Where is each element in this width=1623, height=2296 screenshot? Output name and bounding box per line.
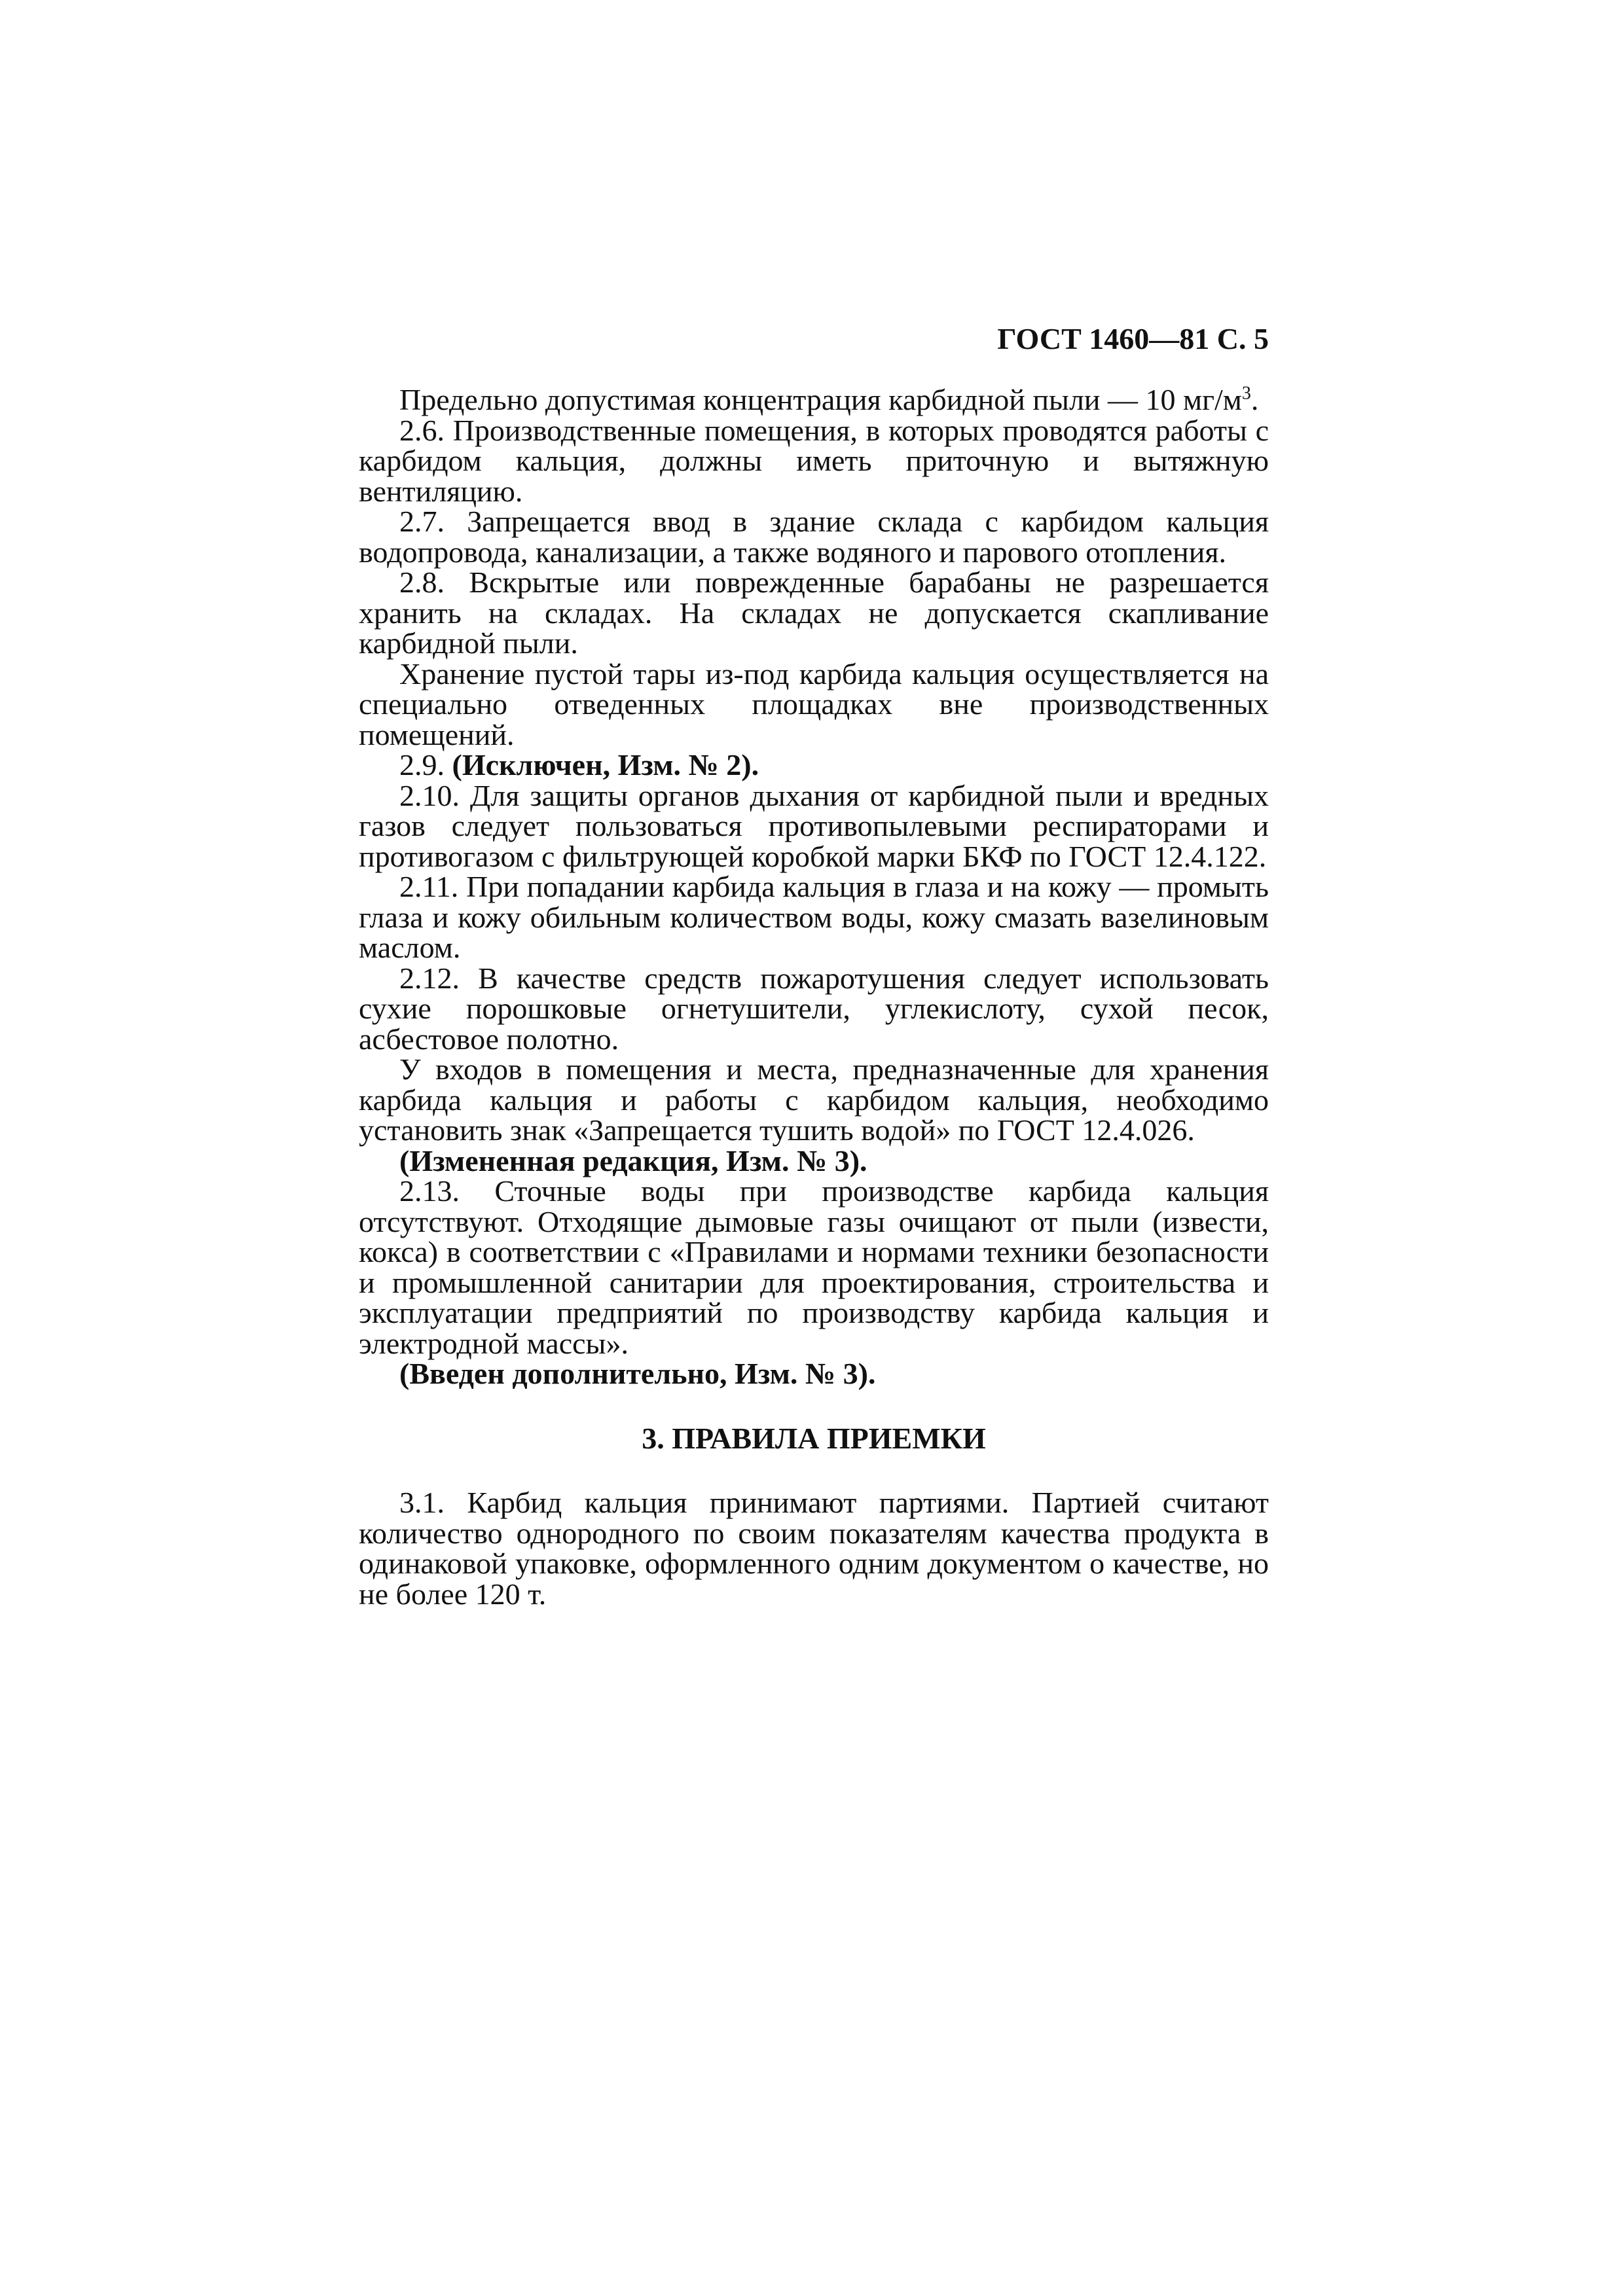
amendment-note-changed: (Измененная редакция, Изм. № 3).	[399, 1143, 867, 1177]
paragraph-2-11: 2.11. При попадании карбида кальция в глаза и на кожу — промыть глаза и кожу обильным количеством воды, кожу смазать вазелиновым маслом.	[359, 870, 1269, 964]
paragraph-warning-sign: У входов в помещения и места, предназначенные для хранения карбида кальция и работы с карбидом кальция, необходимо установить знак «Запрещается тушить водой» по ГОСТ 12.4.026.	[359, 1052, 1269, 1147]
paragraph-2-10: 2.10. Для защиты органов дыхания от карбидной пыли и вредных газов следует пользоваться противопылевыми респираторами и противогазом с фильтрующей коробкой марки БКФ по ГОСТ 12.4.122.	[359, 778, 1269, 873]
paragraph-2-8: 2.8. Вскрытые или поврежденные барабаны не разрешается хранить на складах. На складах не допускается скапливание карбидной пыли.	[359, 565, 1269, 660]
paragraph-2-9	[359, 750, 1269, 781]
amendment-note-added: (Введен дополнительно, Изм. № 3).	[399, 1357, 876, 1390]
paragraph-dust-concentration	[359, 385, 1269, 416]
unit-exponent: 3	[1241, 383, 1251, 404]
paragraph-2-9-number: 2.9.	[399, 748, 452, 781]
page-header	[359, 319, 1269, 359]
section-3-title: 3. ПРАВИЛА ПРИЕМКИ	[642, 1421, 986, 1455]
paragraph-2-7: 2.7. Запрещается ввод в здание склада с карбидом кальция водопровода, канализации, а также водяного и парового отопления.	[359, 505, 1269, 569]
document-id-page-number: ГОСТ 1460—81 С. 5	[997, 322, 1269, 355]
paragraph-empty-container-storage: Хранение пустой тары из-под карбида кальция осуществляется на специально отведенных площадках вне производственных помещений.	[359, 656, 1269, 751]
paragraph-2-6: 2.6. Производственные помещения, в которых проводятся работы с карбидом кальция, должны иметь приточную и вытяжную вентиляцию.	[359, 413, 1269, 508]
dust-concentration-text: Предельно допустимая концентрация карбидной пыли — 10 мг/м	[399, 383, 1242, 416]
paragraph-2-13: 2.13. Сточные воды при производстве карбида кальция отсутствуют. Отходящие дымовые газы очищают от пыли (извести, кокса) в соответствии с «Правилами и нормами техники безопасности и промышленной санитарии для проектирования, строительства и эксплуатации предприятий по производству карбида кальция и электродной массы».	[359, 1174, 1269, 1360]
paragraph-3-1: 3.1. Карбид кальция принимают партиями. Партией считают количество однородного по своим показателям качества продукта в одинаковой упаковке, оформленного одним документом о качестве, но не более 120 т.	[359, 1486, 1269, 1611]
document-body	[359, 385, 1269, 1609]
paragraph-2-12: 2.12. В качестве средств пожаротушения следует использовать сухие порошковые огнетушители, углекислоту, сухой песок, асбестовое полотно.	[359, 961, 1269, 1056]
dust-concentration-period: .	[1250, 383, 1259, 416]
paragraph-2-9-excluded-note: (Исключен, Изм. № 2).	[452, 748, 759, 781]
